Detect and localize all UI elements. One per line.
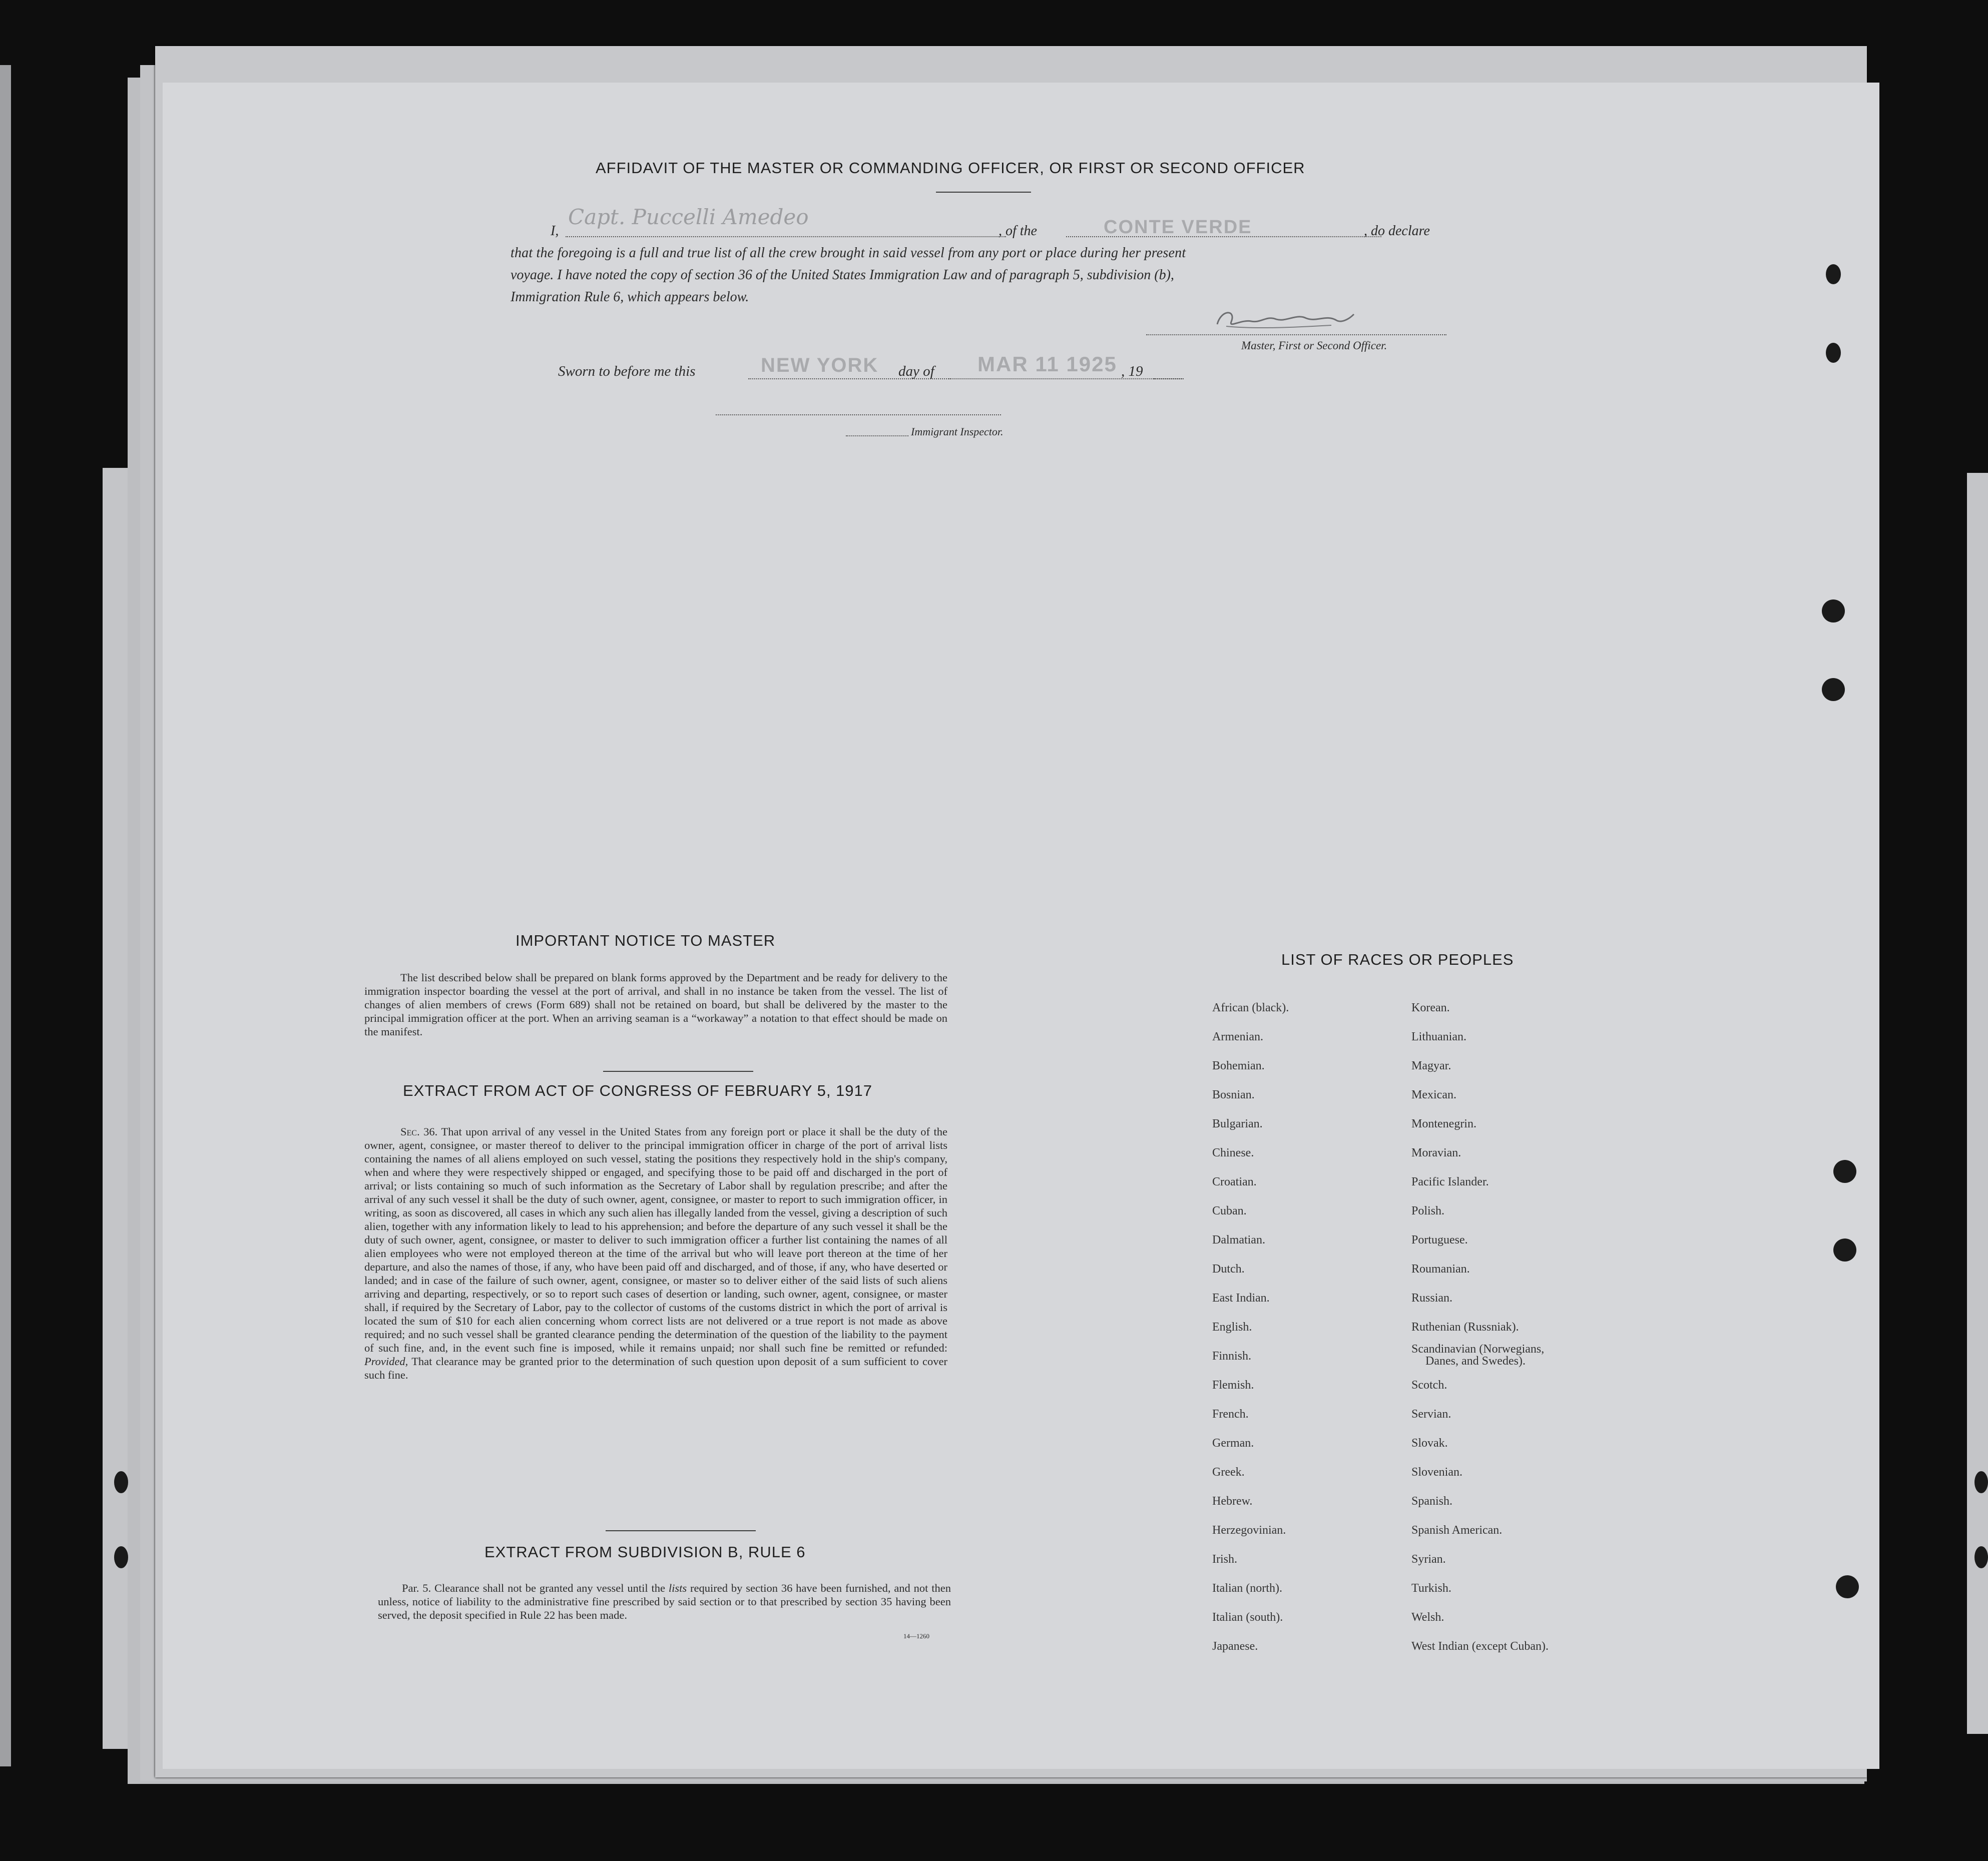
- race-item: Dutch.: [1212, 1263, 1245, 1276]
- race-item: Bohemian.: [1212, 1059, 1265, 1072]
- sworn-line: [558, 352, 1209, 385]
- race-item: Armenian.: [1212, 1030, 1263, 1043]
- declaration-line-4: Immigration Rule 6, which appears below.: [511, 289, 749, 305]
- punch-hole: [1826, 343, 1841, 363]
- race-item: Slovenian.: [1411, 1466, 1462, 1479]
- declaration-line-2: that the foregoing is a full and true list of all the crew brought in said vessel from any port or place during her present: [511, 245, 1186, 261]
- races-column-1: [1212, 993, 1289, 1661]
- race-item: Cuban.: [1212, 1204, 1247, 1217]
- name-blank: [566, 236, 1006, 237]
- race-item: Croatian.: [1212, 1175, 1257, 1188]
- race-item: Chinese.: [1212, 1146, 1254, 1159]
- race-item: Japanese.: [1212, 1640, 1258, 1653]
- notice-body: [364, 971, 947, 1038]
- race-item: Montenegrin.: [1411, 1117, 1476, 1130]
- rule-paragraph: [378, 1581, 951, 1622]
- race-item: East Indian.: [1212, 1292, 1270, 1305]
- race-item: French.: [1212, 1408, 1249, 1421]
- race-item: Irish.: [1212, 1553, 1237, 1566]
- punch-hole: [1833, 1238, 1856, 1262]
- sworn-day-of: day of: [898, 363, 934, 379]
- act-extract-heading: EXTRACT FROM ACT OF CONGRESS OF FEBRUARY 5, 1917: [403, 1082, 873, 1099]
- declaration-do-declare: , do declare: [1364, 223, 1430, 239]
- act-divider: [606, 1530, 756, 1531]
- races-heading: LIST OF RACES OR PEOPLES: [1281, 951, 1514, 968]
- sworn-year: , 19: [1121, 363, 1143, 379]
- race-item: Italian (north).: [1212, 1582, 1282, 1595]
- race-item: Flemish.: [1212, 1379, 1254, 1392]
- rule-text-b: required by section 36 have been furnished, and not then unless, notice of liability to the administrative fine prescribed by said section or to that prescribed by section 35 having been served, the deposit specified in Rule 22 has been made.: [378, 1582, 951, 1621]
- race-item: Spanish.: [1411, 1495, 1453, 1508]
- form-number: 14—1260: [903, 1632, 929, 1640]
- sworn-date-blank: [948, 378, 1184, 379]
- race-item: Roumanian.: [1411, 1263, 1470, 1276]
- races-column-2: [1411, 993, 1549, 1661]
- act-provided: Provided,: [364, 1355, 408, 1368]
- race-item: West Indian (except Cuban).: [1411, 1640, 1549, 1653]
- sworn-place-stamp: NEW YORK: [761, 354, 879, 376]
- race-item: Turkish.: [1411, 1582, 1451, 1595]
- race-item: Servian.: [1411, 1408, 1451, 1421]
- master-signature: [1211, 304, 1361, 334]
- race-item: English.: [1212, 1321, 1252, 1334]
- rule-lists-word: lists: [668, 1582, 687, 1594]
- vessel-name-stamp: CONTE VERDE: [1104, 217, 1252, 238]
- race-item: Lithuanian.: [1411, 1030, 1466, 1043]
- act-text-a: That upon arrival of any vessel in the United States from any foreign port or place it shall be the duty of the owner, agent, consignee, or master thereof to deliver to the principal immigration officer in charge of the port of arrival lists containing the names of all aliens employed on such vessel, stating the positions they respectively hold in the ship's company, when and where they were respectively shipped or engaged, and specifying those to be paid off and discharged in the port of arrival; or lists containing so much of such information as the Secretary of Labor shall by regulation prescribe; and after the arrival of any such vessel it shall be the duty of such owner, agent, consignee, or master to report to such immigration officer, in writing, as soon as discovered, all cases in which any such alien has illegally landed from the vessel, giving a description of such alien, together with any information likely to lead to his apprehension; and before the departure of any such vessel it shall be the duty of such owner, agent, consignee, or master to deliver to such immigration officer a further list containing the names of all alien employees who were not employed thereon at the time of the arrival but who will leave port thereon at the time of her departure, and also the names of those, if any, who have been paid off and discharged, and of those, if any, who have deserted or landed; and in case of the failure of such owner, agent, consignee, or master so to deliver either of the said lists of such aliens arriving and departing, respectively, or so to report such cases of desertion or landing, such owner, agent, consignee, or master shall, if required by the Secretary of Labor, pay to the collector of customs of the customs district in which the port of arrival is located the sum of $10 for each alien concerning whom correct lists are not delivered or a true report is not made as above required; and no such vessel shall be granted clearance pending the determination of the question of the liability to the payment of such fine, and, in the event such fine is imposed, while it remains unpaid; nor shall such fine be remitted or refunded:: [364, 1125, 948, 1354]
- punch-hole: [114, 1546, 128, 1568]
- race-item: Spanish American.: [1411, 1524, 1503, 1537]
- declaration-of-the: , of the: [999, 223, 1037, 239]
- race-item: Slovak.: [1411, 1437, 1448, 1450]
- punch-hole: [1836, 1575, 1859, 1598]
- rule-extract-heading: EXTRACT FROM SUBDIVISION B, RULE 6: [484, 1543, 806, 1561]
- punch-hole: [1822, 678, 1845, 701]
- race-item-continued: Danes, and Swedes).: [1425, 1355, 1526, 1368]
- race-item: Polish.: [1411, 1204, 1445, 1217]
- manifest-page: [163, 83, 1879, 1769]
- race-item: Scandinavian (Norwegians,: [1411, 1343, 1545, 1356]
- race-item: Pacific Islander.: [1411, 1175, 1489, 1188]
- title-underline: [936, 192, 1031, 193]
- punch-hole: [1833, 1160, 1856, 1183]
- punch-hole: [1974, 1471, 1988, 1493]
- race-item: Magyar.: [1411, 1059, 1451, 1072]
- punch-hole: [114, 1471, 128, 1493]
- race-item: Moravian.: [1411, 1146, 1461, 1159]
- rule-text-a: Par. 5. Clearance shall not be granted any vessel until the: [402, 1582, 665, 1594]
- race-item: Ruthenian (Russniak).: [1411, 1321, 1519, 1334]
- inspector-lead-line: [846, 435, 908, 436]
- right-page-tab: [1967, 473, 1988, 1734]
- notice-divider: [603, 1071, 753, 1072]
- declaration-line-3: voyage. I have noted the copy of section 36 of the United States Immigration Law and of paragraph 5, subdivision (b),: [511, 267, 1174, 283]
- race-item-two-line: [1411, 1342, 1549, 1371]
- act-extract-body: [364, 1125, 947, 1382]
- race-item: Hebrew.: [1212, 1495, 1253, 1508]
- act-text-b: That clearance may be granted prior to the determination of such question upon deposit of a sum sufficient to cover such fine.: [364, 1355, 948, 1381]
- inspector-signature-line: [716, 414, 1001, 415]
- declaration-i: I,: [551, 223, 559, 239]
- race-item: Finnish.: [1212, 1350, 1252, 1363]
- punch-hole: [1822, 599, 1845, 623]
- affidavit-title: AFFIDAVIT OF THE MASTER OR COMMANDING OFFICER, OR FIRST OR SECOND OFFICER: [596, 159, 1305, 177]
- race-item: African (black).: [1212, 1001, 1289, 1014]
- race-item: Korean.: [1411, 1001, 1450, 1014]
- sworn-date-stamp: MAR 11 1925: [977, 352, 1117, 376]
- race-item: Mexican.: [1411, 1088, 1456, 1101]
- inspector-label: Immigrant Inspector.: [911, 425, 1004, 438]
- race-item: Greek.: [1212, 1466, 1245, 1479]
- notice-heading: IMPORTANT NOTICE TO MASTER: [516, 932, 776, 949]
- sworn-year-blank: [1154, 378, 1184, 379]
- act-extract-paragraph: [364, 1125, 947, 1382]
- punch-hole: [1974, 1546, 1988, 1568]
- rule-extract-body: [378, 1581, 951, 1622]
- race-item: Dalmatian.: [1212, 1233, 1265, 1247]
- handwritten-master-name: Capt. Puccelli Amedeo: [568, 205, 809, 229]
- signature-line: [1146, 334, 1446, 335]
- notice-paragraph: The list described below shall be prepared on blank forms approved by the Department and be ready for delivery to the immigration inspector boarding the vessel at the port of arrival, and shall in no instance be taken from the vessel. The list of changes of alien members of crews (Form 689) shall not be retained on board, but shall be delivered by the master to the principal immigration officer at the port. When an arriving seaman is a “workaway” a notation to that effect should be made on the manifest.: [364, 971, 947, 1038]
- race-item: Syrian.: [1411, 1553, 1446, 1566]
- adjacent-page-edge: [0, 65, 11, 1766]
- race-item: Italian (south).: [1212, 1611, 1283, 1624]
- declaration-text: [511, 205, 1461, 308]
- race-item: Welsh.: [1411, 1611, 1444, 1624]
- sec-label: Sec. 36.: [400, 1125, 438, 1138]
- race-item: Russian.: [1411, 1292, 1453, 1305]
- signature-label: Master, First or Second Officer.: [1241, 339, 1387, 352]
- race-item: Bosnian.: [1212, 1088, 1255, 1101]
- race-item: Bulgarian.: [1212, 1117, 1263, 1130]
- race-item: Scotch.: [1411, 1379, 1447, 1392]
- punch-hole: [1826, 264, 1841, 284]
- race-item: Portuguese.: [1411, 1233, 1468, 1247]
- sworn-prefix: Sworn to before me this: [558, 363, 696, 379]
- race-item: Herzegovinian.: [1212, 1524, 1286, 1537]
- race-item: German.: [1212, 1437, 1254, 1450]
